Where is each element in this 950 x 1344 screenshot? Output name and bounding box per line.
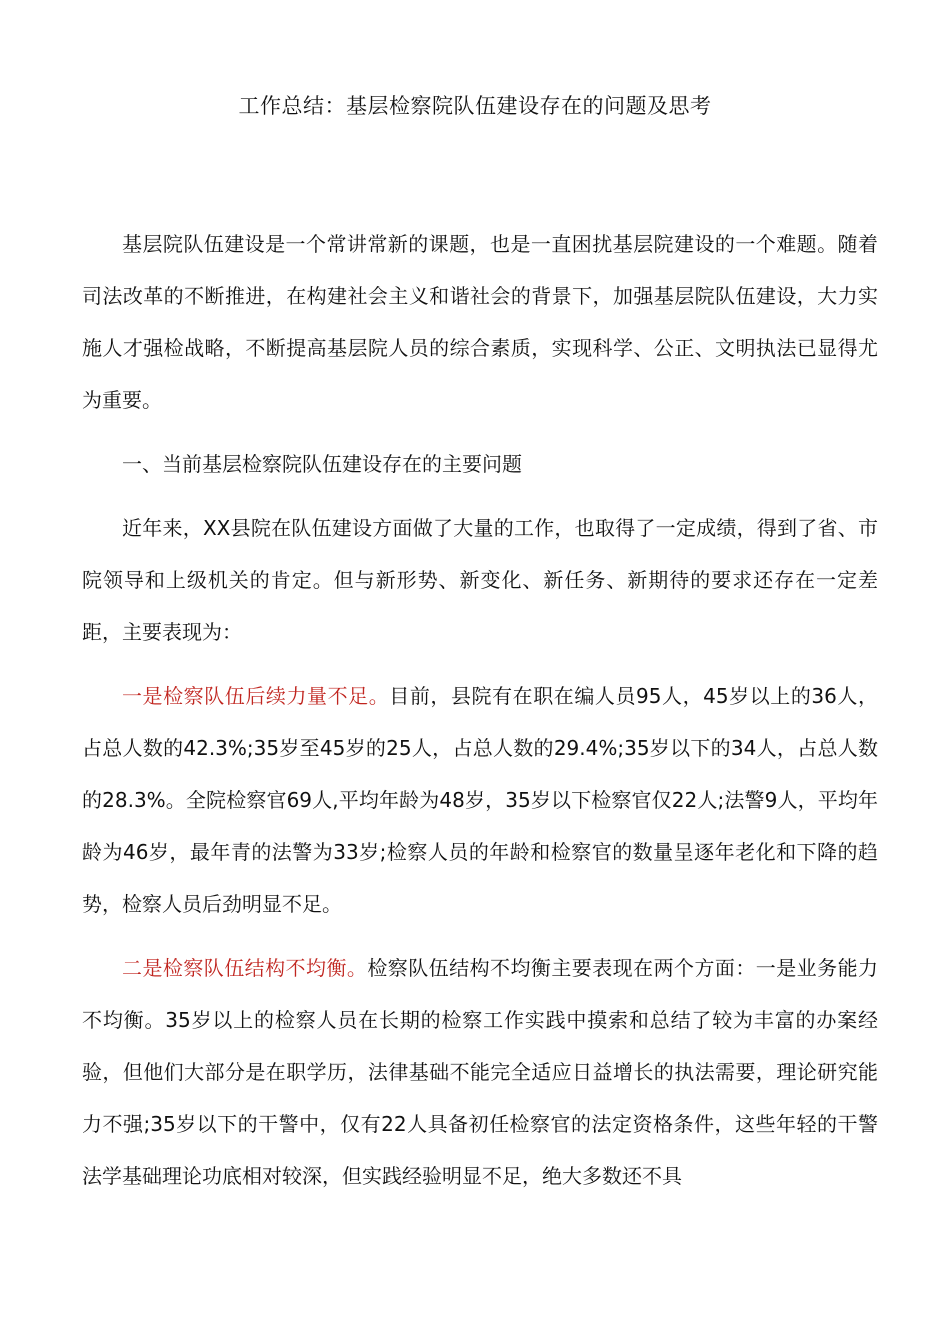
paragraph-text: 基层院队伍建设是一个常讲常新的课题，也是一直困扰基层院建设的一个难题。随着司法改革的不断推进，在构建社会主义和谐社会的背景下，加强基层院队伍建设，大力实施人才强检战略，不断提高基层院人员的综合素质，实现科学、公正、文明执法已显得尤为重要。 [82,232,878,412]
document-title: 工作总结：基层检察院队伍建设存在的问题及思考 [238,94,712,118]
paragraph-text: 一、当前基层检察院队伍建设存在的主要问题 [122,452,522,476]
paragraph-issue-1 [82,670,878,930]
paragraph-text: 近年来，XX县院在队伍建设方面做了大量的工作，也取得了一定成绩，得到了省、市院领导和上级机关的肯定。但与新形势、新变化、新任务、新期待的要求还存在一定差距，主要表现为： [82,516,878,644]
paragraph-text: 检察队伍结构不均衡主要表现在两个方面：一是业务能力不均衡。35岁以上的检察人员在长期的检察工作实践中摸索和总结了较为丰富的办案经验，但他们大部分是在职学历，法律基础不能完全适应日益增长的执法需要，理论研究能力不强;35岁以下的干警中，仅有22人具备初任检察官的法定资格条件，这些年轻的干警法学基础理论功底相对较深，但实践经验明显不足，绝大多数还不具 [82,956,879,1188]
paragraph-text: 目前，县院有在职在编人员95人，45岁以上的36人，占总人数的42.3%;35岁至45岁的25人，占总人数的29.4%;35岁以下的34人，占总人数的28.3%。全院检察官69人,平均年龄为48岁，35岁以下检察官仅22人;法警9人，平均年龄为46岁，最年青的法警为33岁;检察人员的年龄和检察官的数量呈逐年老化和下降的趋势，检察人员后劲明显不足。 [82,684,878,916]
section-heading [82,438,878,490]
paragraph-highlight: 一是检察队伍后续力量不足。 [122,684,390,708]
paragraph-overview [82,502,878,658]
paragraph-intro [82,218,878,426]
document-body [82,218,878,1202]
paragraph-issue-2 [82,942,878,1202]
paragraph-highlight: 二是检察队伍结构不均衡。 [122,956,368,980]
